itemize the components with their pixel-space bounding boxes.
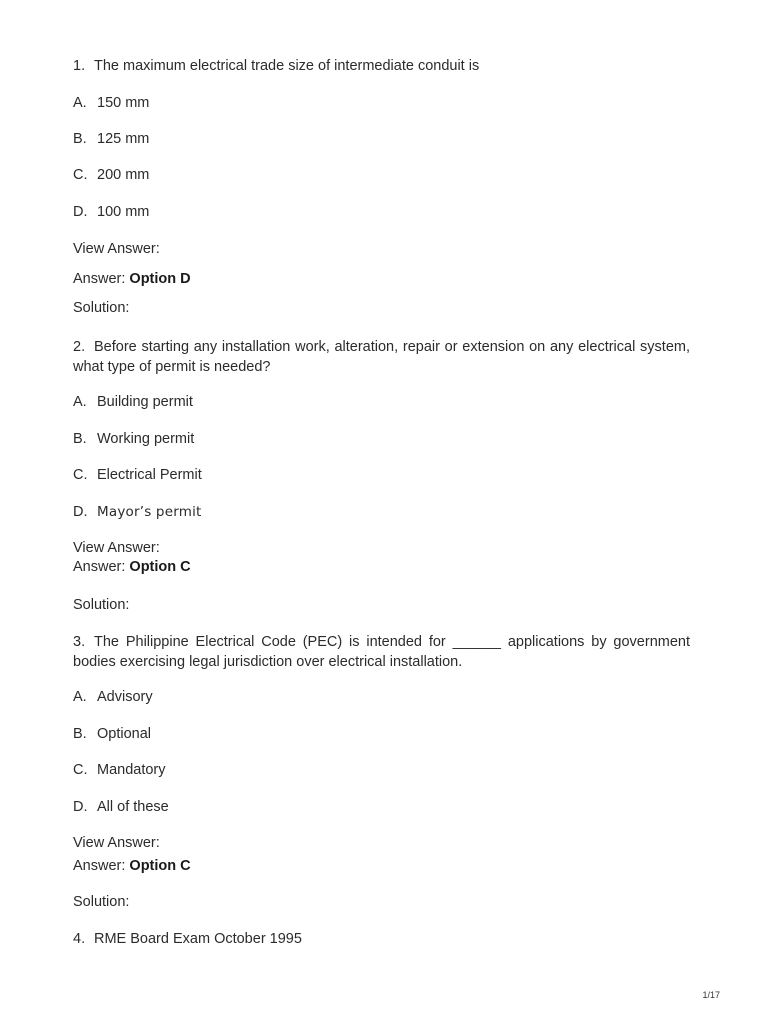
question-1-view-answer: View Answer:: [73, 241, 160, 257]
question-3-view-answer: View Answer:: [73, 835, 160, 851]
question-3-text: 3. The Philippine Electrical Code (PEC) is intended for ______ applications by government bodies exercising legal jurisdiction over electrical installation.: [73, 634, 690, 670]
question-2-view-answer: View Answer:: [73, 540, 160, 556]
page-number: 1/17: [702, 990, 720, 1000]
question-1-solution: Solution:: [73, 300, 130, 316]
question-3-option-b: B. Optional: [73, 726, 152, 742]
question-2-option-c: C. Electrical Permit: [73, 467, 202, 483]
question-3-solution: Solution:: [73, 894, 130, 910]
question-2-option-b: B. Working permit: [73, 431, 195, 447]
question-1-option-d: D. 100 mm: [73, 204, 150, 220]
question-3-option-c: C. Mandatory: [73, 762, 166, 778]
question-2-answer-value: Option C: [129, 559, 191, 575]
question-4-text: 4. RME Board Exam October 1995: [73, 931, 302, 947]
question-2-solution: Solution:: [73, 597, 130, 613]
question-1-option-a: A. 150 mm: [73, 95, 150, 111]
question-3-option-d: D. All of these: [73, 799, 169, 815]
question-1-option-c: C. 200 mm: [73, 167, 150, 183]
question-1-option-b: B. 125 mm: [73, 131, 150, 147]
question-2-text: 2. Before starting any installation work, alteration, repair or extension on any electrical system, what type of permit is needed?: [73, 339, 690, 375]
question-3-answer: Answer: Option C: [73, 858, 191, 874]
question-2-answer: Answer: Option C: [73, 559, 191, 575]
question-2-option-a: A. Building permit: [73, 394, 193, 410]
question-1-answer: Answer: Option D: [73, 271, 191, 287]
question-1-text: 1. The maximum electrical trade size of intermediate conduit is: [73, 58, 480, 74]
question-3-option-a: A. Advisory: [73, 689, 153, 705]
question-1-answer-value: Option D: [129, 271, 191, 287]
question-2-option-d: D. Mayor’s permit: [73, 504, 202, 520]
question-3-answer-value: Option C: [129, 858, 191, 874]
